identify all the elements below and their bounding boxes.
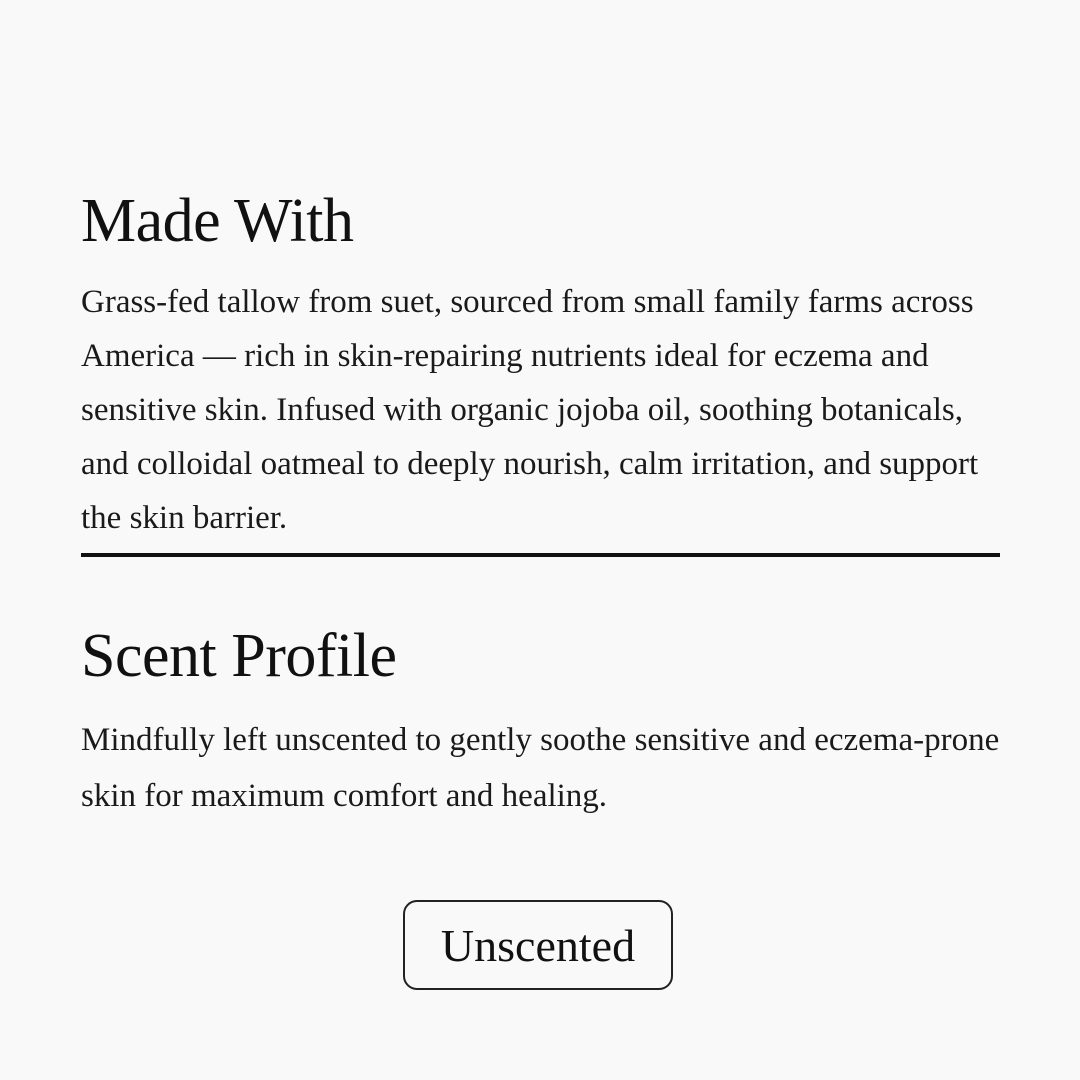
scent-profile-section (81, 622, 1001, 824)
made-with-section (81, 187, 1001, 545)
made-with-description: Grass-fed tallow from suet, sourced from small family farms across America — rich in skin-repairing nutrients ideal for eczema and sensitive skin. Infused with organic jojoba oil, soothing botanicals, and colloidal oatmeal to deeply nourish, calm irritation, and support the skin barrier. (81, 284, 979, 536)
scent-option-unscented-button[interactable]: Unscented (403, 900, 673, 990)
scent-profile-description: Mindfully left unscented to gently soothe sensitive and eczema-prone skin for maximum comfort and healing. (81, 722, 1000, 814)
section-divider (81, 553, 1000, 557)
made-with-heading: Made With (81, 187, 354, 255)
scent-profile-heading: Scent Profile (81, 622, 397, 690)
